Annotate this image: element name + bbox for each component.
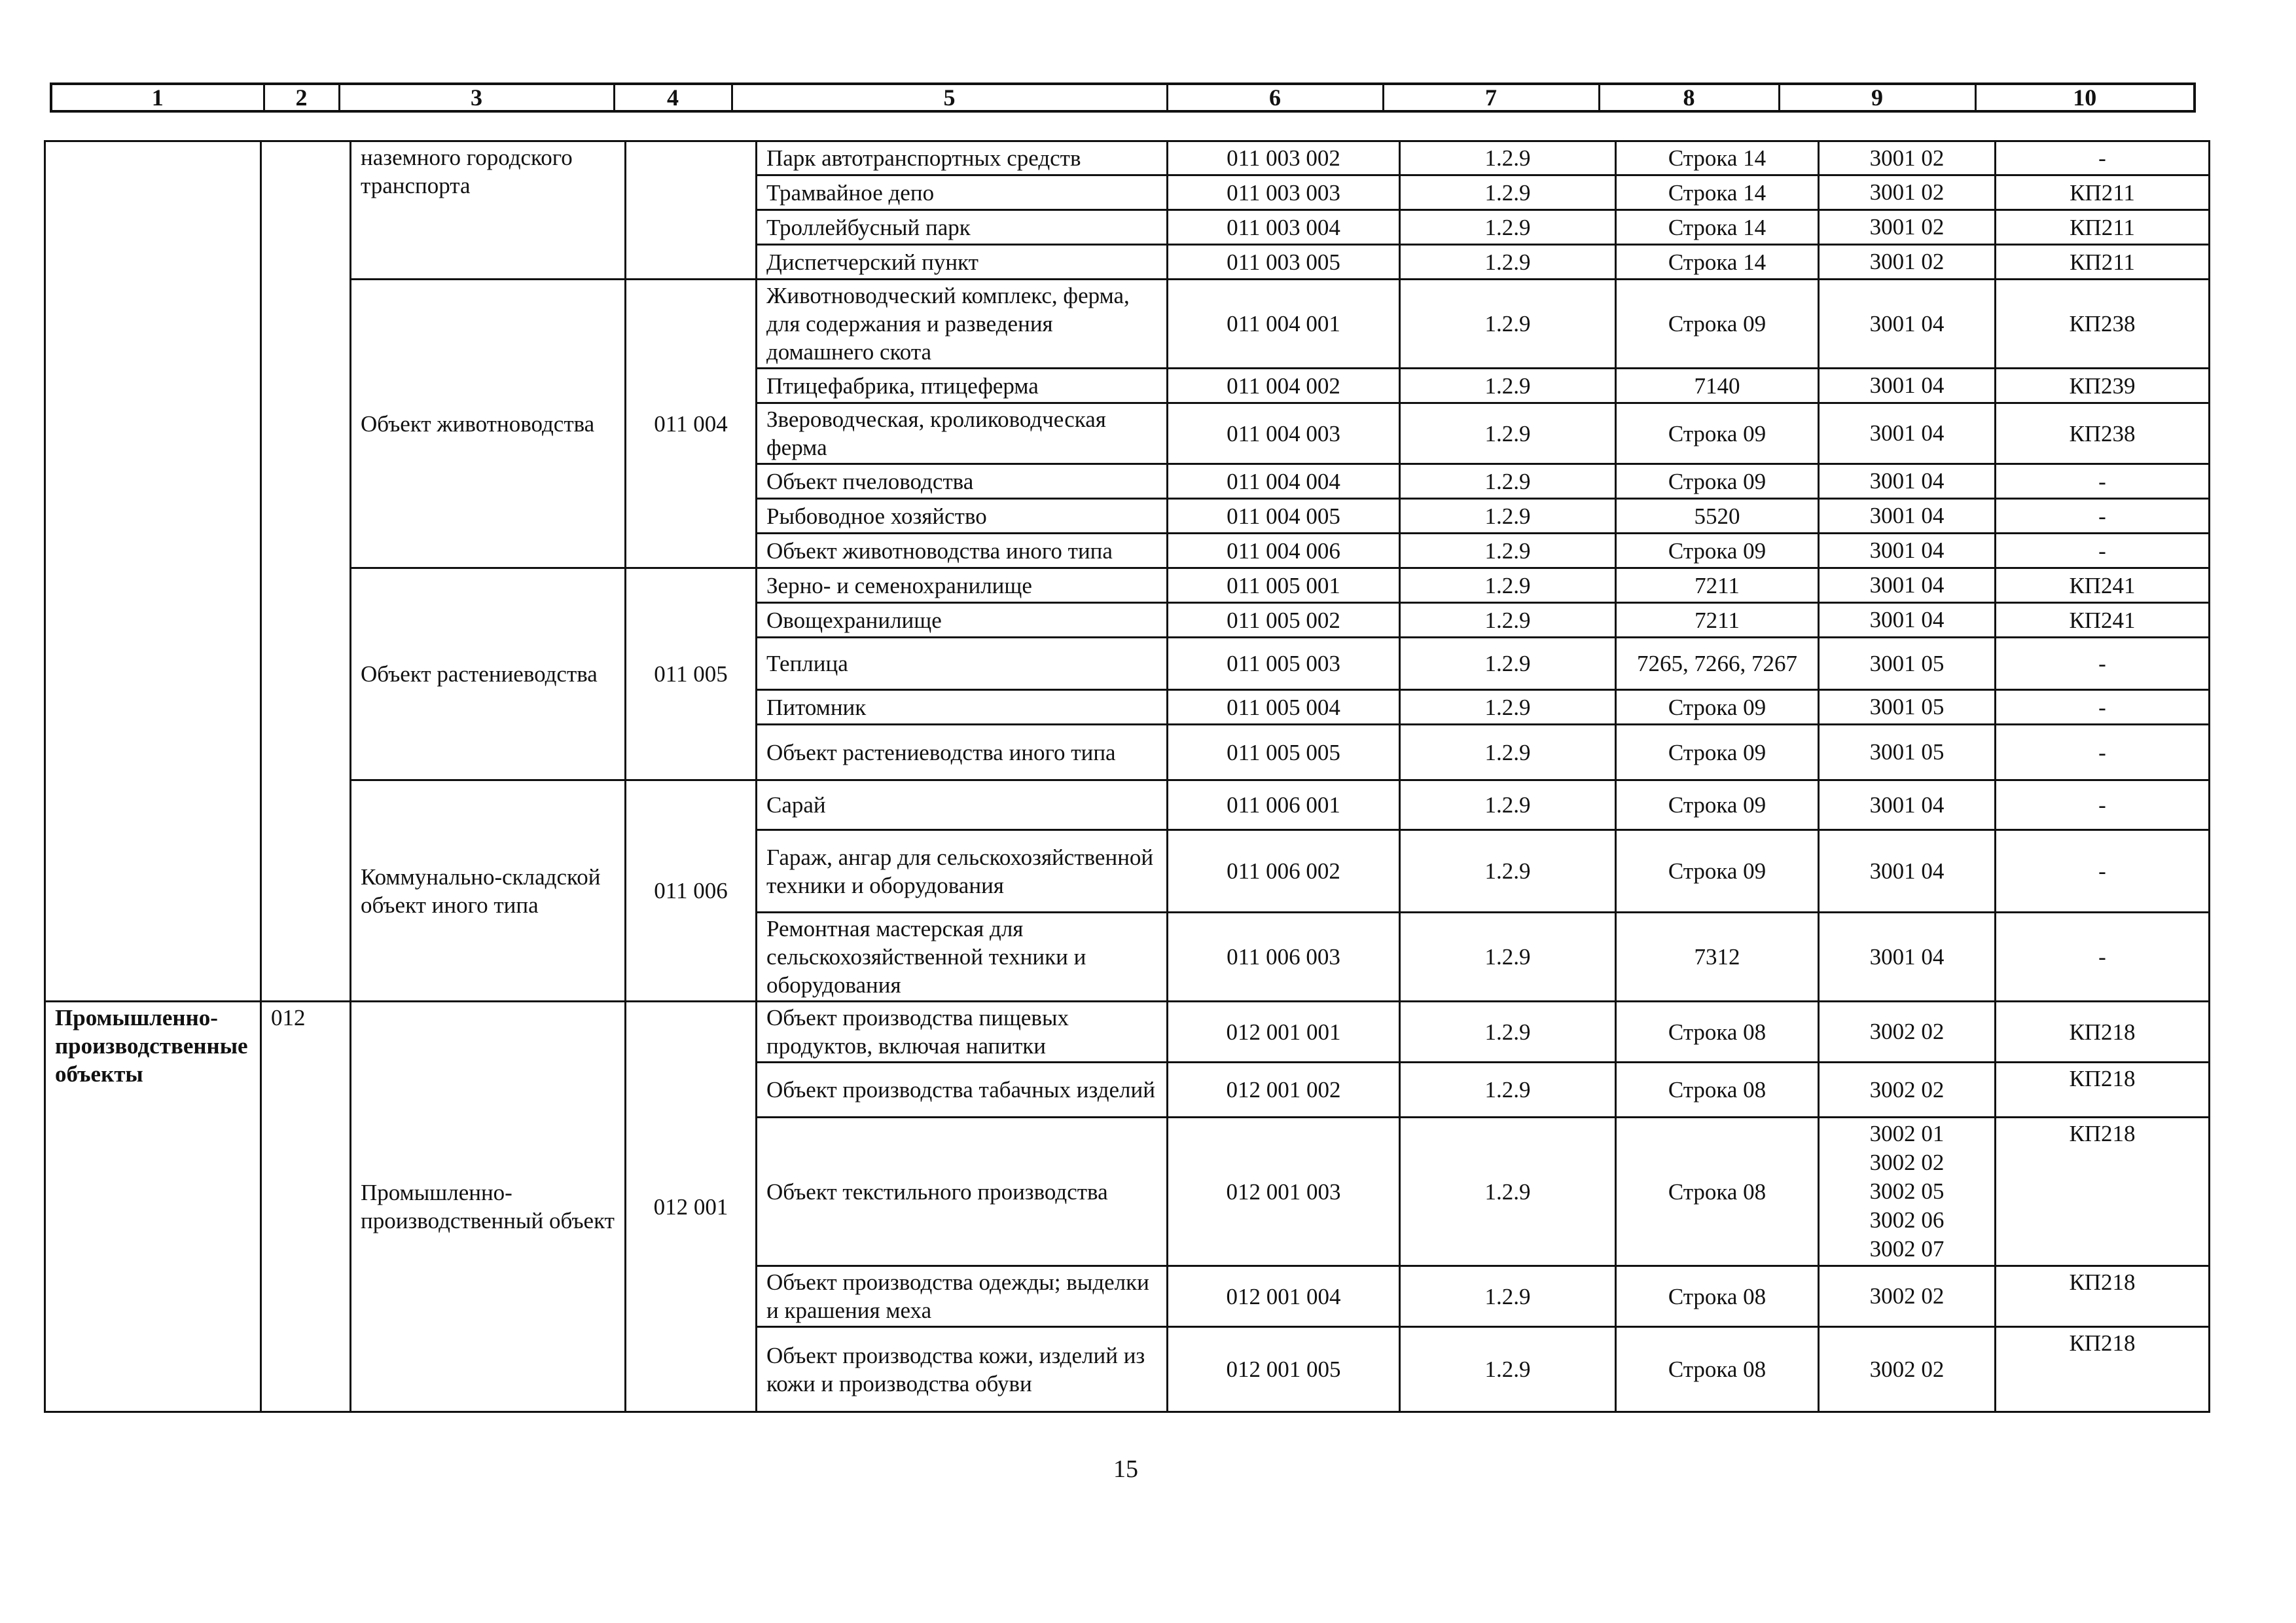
okved-codes — [1819, 603, 1996, 638]
okved-codes — [1819, 499, 1996, 534]
okved-code: 3001 04 — [1869, 310, 1945, 337]
object-code: 011 005 002 — [1168, 603, 1400, 638]
reference-number: 1.2.9 — [1400, 175, 1616, 210]
okved-code: 3001 02 — [1869, 214, 1945, 240]
okved-codes — [1819, 913, 1996, 1002]
header-col-1: 1 — [51, 84, 264, 111]
header-col-2: 2 — [264, 84, 339, 111]
okved-codes — [1819, 175, 1996, 210]
object-name: Гараж, ангар для сельскохозяйственной техники и оборудования — [757, 830, 1168, 913]
object-code: 011 004 001 — [1168, 280, 1400, 369]
object-code: 012 001 004 — [1168, 1266, 1400, 1327]
form-line: 5520 — [1616, 499, 1819, 534]
okved-codes — [1819, 780, 1996, 830]
reference-number: 1.2.9 — [1400, 780, 1616, 830]
object-name: Объект производства табачных изделий — [757, 1063, 1168, 1118]
object-code: 011 004 003 — [1168, 403, 1400, 464]
okved-code: 3001 05 — [1869, 650, 1945, 676]
okved-code: 3002 05 — [1869, 1178, 1945, 1204]
object-code: 012 001 002 — [1168, 1063, 1400, 1118]
kp-code: - — [1996, 464, 2210, 499]
object-name: Парк автотранспортных средств — [757, 141, 1168, 175]
okved-codes — [1819, 725, 1996, 780]
object-name: Овощехранилище — [757, 603, 1168, 638]
form-line: Строка 14 — [1616, 141, 1819, 175]
okved-codes — [1819, 141, 1996, 175]
kp-code: - — [1996, 913, 2210, 1002]
object-name: Диспетчерский пункт — [757, 245, 1168, 280]
kp-code: - — [1996, 830, 2210, 913]
object-type: Коммунально-складской объект иного типа — [351, 780, 626, 1002]
form-line: Строка 08 — [1616, 1118, 1819, 1266]
object-type: Объект растениеводства — [351, 568, 626, 780]
okved-codes — [1819, 638, 1996, 690]
form-line: 7211 — [1616, 603, 1819, 638]
okved-code: 3001 04 — [1869, 503, 1945, 528]
header-col-8: 8 — [1599, 84, 1779, 111]
okved-code: 3001 02 — [1869, 145, 1945, 171]
okved-code: 3002 02 — [1869, 1019, 1945, 1044]
kp-code: - — [1996, 141, 2210, 175]
okved-code: 3001 04 — [1869, 607, 1945, 632]
object-name: Троллейбусный парк — [757, 210, 1168, 245]
object-name: Трамвайное депо — [757, 175, 1168, 210]
okved-codes — [1819, 245, 1996, 280]
object-type: Промышленно-производственный объект — [351, 1002, 626, 1412]
okved-code: 3002 06 — [1869, 1207, 1945, 1233]
form-line: 7211 — [1616, 568, 1819, 603]
reference-number: 1.2.9 — [1400, 725, 1616, 780]
okved-codes — [1819, 403, 1996, 464]
form-line: Строка 09 — [1616, 780, 1819, 830]
object-type-code: 011 005 — [626, 568, 757, 780]
okved-code: 3002 02 — [1869, 1076, 1945, 1103]
okved-codes — [1819, 534, 1996, 568]
object-type-code: 011 004 — [626, 280, 757, 568]
okved-code: 3001 04 — [1869, 538, 1945, 563]
table-row — [45, 141, 2210, 175]
object-code: 011 006 001 — [1168, 780, 1400, 830]
okved-codes — [1819, 1118, 1996, 1266]
object-name: Животноводческий комплекс, ферма, для содержания и разведения домашнего скота — [757, 280, 1168, 369]
object-name: Объект пчеловодства — [757, 464, 1168, 499]
object-name: Объект животноводства иного типа — [757, 534, 1168, 568]
object-code: 012 001 005 — [1168, 1327, 1400, 1412]
object-type-code — [626, 141, 757, 280]
reference-number: 1.2.9 — [1400, 245, 1616, 280]
okved-codes — [1819, 1327, 1996, 1412]
okved-code: 3001 02 — [1869, 179, 1945, 205]
reference-number: 1.2.9 — [1400, 913, 1616, 1002]
okved-code: 3002 02 — [1869, 1150, 1945, 1175]
table-row — [45, 780, 2210, 830]
header-table — [50, 82, 2196, 113]
okved-code: 3002 01 — [1869, 1121, 1945, 1146]
kp-code: КП241 — [1996, 603, 2210, 638]
form-line: Строка 09 — [1616, 725, 1819, 780]
object-name: Объект производства кожи, изделий из кожи и производства обуви — [757, 1327, 1168, 1412]
classifier-table — [44, 140, 2210, 1413]
object-code: 011 005 005 — [1168, 725, 1400, 780]
kp-code: КП241 — [1996, 568, 2210, 603]
header-col-5: 5 — [732, 84, 1167, 111]
column-number-header — [50, 82, 2193, 113]
kp-code: - — [1996, 638, 2210, 690]
kp-code: КП218 — [1996, 1002, 2210, 1063]
form-line: Строка 09 — [1616, 280, 1819, 369]
object-code: 012 001 001 — [1168, 1002, 1400, 1063]
table-row — [45, 568, 2210, 603]
object-name: Теплица — [757, 638, 1168, 690]
form-line: Строка 09 — [1616, 690, 1819, 725]
object-code: 011 004 004 — [1168, 464, 1400, 499]
form-line: 7140 — [1616, 369, 1819, 403]
form-line: Строка 09 — [1616, 464, 1819, 499]
object-code: 012 001 003 — [1168, 1118, 1400, 1266]
okved-code: 3001 05 — [1869, 739, 1945, 765]
kp-code: КП211 — [1996, 175, 2210, 210]
okved-codes — [1819, 690, 1996, 725]
okved-code: 3002 07 — [1869, 1236, 1945, 1262]
okved-codes — [1819, 210, 1996, 245]
table-row — [45, 1002, 2210, 1063]
kp-code: КП238 — [1996, 403, 2210, 464]
object-type: наземного городского транспорта — [351, 141, 626, 280]
object-type: Объект животноводства — [351, 280, 626, 568]
okved-codes — [1819, 464, 1996, 499]
object-code: 011 003 003 — [1168, 175, 1400, 210]
header-col-4: 4 — [614, 84, 732, 111]
object-code: 011 003 004 — [1168, 210, 1400, 245]
object-name: Сарай — [757, 780, 1168, 830]
object-name: Рыбоводное хозяйство — [757, 499, 1168, 534]
object-type-code: 012 001 — [626, 1002, 757, 1412]
object-name: Объект производства одежды; выделки и крашения меха — [757, 1266, 1168, 1327]
okved-code: 3002 02 — [1869, 1356, 1945, 1382]
category-code — [261, 141, 351, 1002]
okved-code: 3002 02 — [1869, 1283, 1945, 1309]
object-code: 011 004 006 — [1168, 534, 1400, 568]
kp-code: - — [1996, 499, 2210, 534]
kp-code: КП218 — [1996, 1266, 2210, 1327]
object-name: Питомник — [757, 690, 1168, 725]
kp-code: КП211 — [1996, 245, 2210, 280]
reference-number: 1.2.9 — [1400, 603, 1616, 638]
object-code: 011 006 003 — [1168, 913, 1400, 1002]
page-number: 15 — [1113, 1455, 1138, 1483]
okved-code: 3001 04 — [1869, 792, 1945, 818]
okved-code: 3001 04 — [1869, 858, 1945, 884]
okved-codes — [1819, 1266, 1996, 1327]
kp-code: - — [1996, 725, 2210, 780]
form-line: Строка 08 — [1616, 1002, 1819, 1063]
okved-code: 3001 05 — [1869, 694, 1945, 720]
header-col-6: 6 — [1167, 84, 1383, 111]
object-category — [45, 141, 261, 1002]
reference-number: 1.2.9 — [1400, 830, 1616, 913]
classifier-table-container — [44, 140, 2208, 1413]
object-type-code: 011 006 — [626, 780, 757, 1002]
object-code: 011 004 002 — [1168, 369, 1400, 403]
reference-number: 1.2.9 — [1400, 690, 1616, 725]
reference-number: 1.2.9 — [1400, 499, 1616, 534]
okved-code: 3001 04 — [1869, 373, 1945, 398]
okved-codes — [1819, 1002, 1996, 1063]
form-line: Строка 08 — [1616, 1327, 1819, 1412]
form-line: Строка 09 — [1616, 403, 1819, 464]
reference-number: 1.2.9 — [1400, 1118, 1616, 1266]
form-line: Строка 14 — [1616, 245, 1819, 280]
object-code: 011 005 004 — [1168, 690, 1400, 725]
reference-number: 1.2.9 — [1400, 1063, 1616, 1118]
kp-code: - — [1996, 690, 2210, 725]
object-code: 011 005 003 — [1168, 638, 1400, 690]
form-line: Строка 09 — [1616, 534, 1819, 568]
okved-code: 3001 04 — [1869, 420, 1945, 446]
okved-codes — [1819, 280, 1996, 369]
reference-number: 1.2.9 — [1400, 403, 1616, 464]
form-line: Строка 14 — [1616, 210, 1819, 245]
okved-codes — [1819, 369, 1996, 403]
form-line: Строка 09 — [1616, 830, 1819, 913]
object-name: Объект производства пищевых продуктов, включая напитки — [757, 1002, 1168, 1063]
reference-number: 1.2.9 — [1400, 1266, 1616, 1327]
object-code: 011 006 002 — [1168, 830, 1400, 913]
object-code: 011 004 005 — [1168, 499, 1400, 534]
reference-number: 1.2.9 — [1400, 638, 1616, 690]
object-name: Объект растениеводства иного типа — [757, 725, 1168, 780]
okved-code: 3001 02 — [1869, 249, 1945, 274]
okved-code: 3001 04 — [1869, 572, 1945, 598]
header-col-9: 9 — [1779, 84, 1975, 111]
okved-codes — [1819, 1063, 1996, 1118]
object-code: 011 003 002 — [1168, 141, 1400, 175]
object-name: Объект текстильного производства — [757, 1118, 1168, 1266]
form-line: Строка 14 — [1616, 175, 1819, 210]
reference-number: 1.2.9 — [1400, 568, 1616, 603]
reference-number: 1.2.9 — [1400, 141, 1616, 175]
kp-code: КП239 — [1996, 369, 2210, 403]
kp-code: КП218 — [1996, 1118, 2210, 1266]
okved-code: 3001 04 — [1869, 943, 1945, 970]
category-code: 012 — [261, 1002, 351, 1412]
reference-number: 1.2.9 — [1400, 280, 1616, 369]
reference-number: 1.2.9 — [1400, 369, 1616, 403]
reference-number: 1.2.9 — [1400, 534, 1616, 568]
header-col-3: 3 — [339, 84, 614, 111]
object-name: Звероводческая, кролиководческая ферма — [757, 403, 1168, 464]
form-line: 7265, 7266, 7267 — [1616, 638, 1819, 690]
table-row — [45, 280, 2210, 369]
reference-number: 1.2.9 — [1400, 1002, 1616, 1063]
form-line: Строка 08 — [1616, 1063, 1819, 1118]
header-col-10: 10 — [1975, 84, 2195, 111]
form-line: Строка 08 — [1616, 1266, 1819, 1327]
kp-code: КП238 — [1996, 280, 2210, 369]
object-category: Промышленно-производственные объекты — [45, 1002, 261, 1412]
reference-number: 1.2.9 — [1400, 464, 1616, 499]
form-line: 7312 — [1616, 913, 1819, 1002]
okved-codes — [1819, 830, 1996, 913]
kp-code: - — [1996, 780, 2210, 830]
header-col-7: 7 — [1383, 84, 1599, 111]
object-name: Зерно- и семенохранилище — [757, 568, 1168, 603]
object-code: 011 003 005 — [1168, 245, 1400, 280]
object-name: Птицефабрика, птицеферма — [757, 369, 1168, 403]
okved-code: 3001 04 — [1869, 468, 1945, 494]
kp-code: КП218 — [1996, 1327, 2210, 1412]
kp-code: - — [1996, 534, 2210, 568]
object-code: 011 005 001 — [1168, 568, 1400, 603]
reference-number: 1.2.9 — [1400, 1327, 1616, 1412]
kp-code: КП218 — [1996, 1063, 2210, 1118]
object-name: Ремонтная мастерская для сельскохозяйственной техники и оборудования — [757, 913, 1168, 1002]
reference-number: 1.2.9 — [1400, 210, 1616, 245]
kp-code: КП211 — [1996, 210, 2210, 245]
okved-codes — [1819, 568, 1996, 603]
